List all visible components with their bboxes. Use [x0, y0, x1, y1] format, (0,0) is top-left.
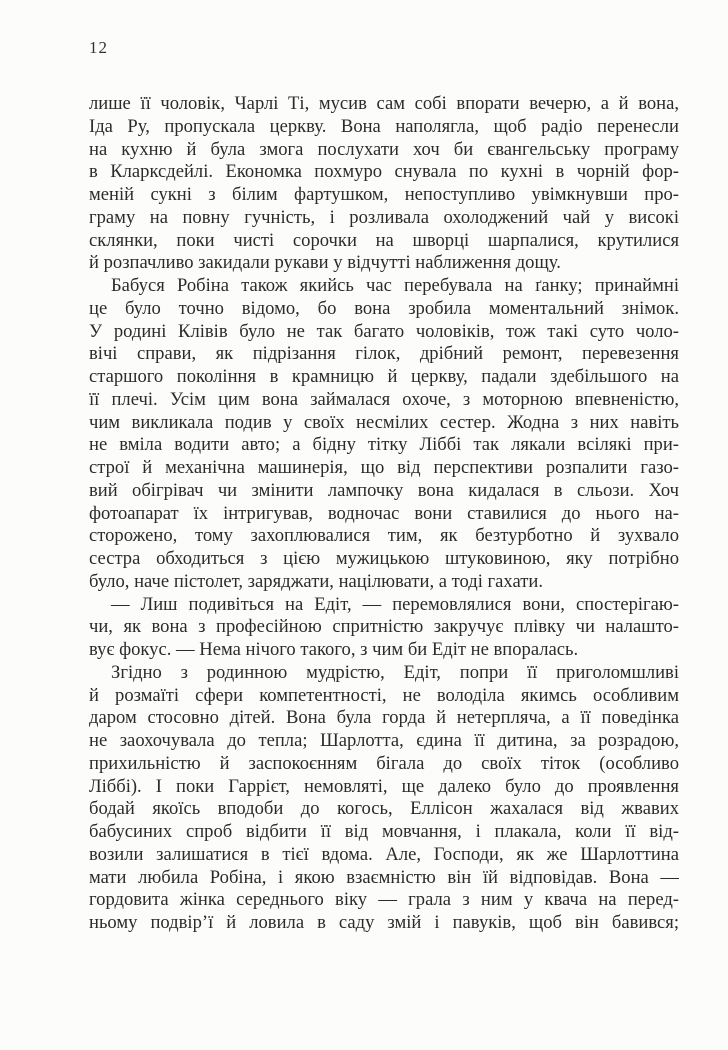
text-line: возили залишатися в тієї вдома. Але, Господи, як же Шарлоттина: [89, 843, 679, 865]
text-line: Згідно з родинною мудрістю, Едіт, попри її приголомшливі: [111, 661, 679, 683]
text-line: — Лиш подивіться на Едіт, — перемовлялися вони, спостерігаю-: [111, 593, 679, 615]
text-line: лише її чоловік, Чарлі Ті, мусив сам собі впорати вечерю, а й вона,: [89, 93, 679, 114]
text-line: не заохочувала до тепла; Шарлотта, єдина її дитина, за розрадою,: [89, 730, 679, 751]
text-line: даром стосовно дітей. Вона була горда й нетерпляча, а її поведінка: [89, 707, 679, 729]
paragraph: [89, 662, 679, 935]
page-number: 12: [89, 38, 108, 57]
text-line: на кухню й була змога послухати хоч би євангельську програму: [89, 138, 679, 160]
text-line: мати любила Робіна, і якою взаємністю він їй відповідав. Вона —: [89, 866, 679, 888]
text-line: сестра обходиться з цією мужицькою штуковиною, яку потрібно: [89, 548, 679, 569]
text-line: вує фокус. — Нема нічого такого, з чим би Едіт не впоралась.: [89, 639, 579, 660]
text-line: бодай якоїсь вподоби до когось, Еллісон жахалася від жвавих: [89, 798, 679, 820]
text-line: граму на повну гучність, і розливала охолоджений чай у високі: [89, 206, 679, 228]
text-line: старшого покоління в крамницю й церкву, падали здебільшого на: [89, 366, 679, 387]
text-line: чи, як вона з професійною спритністю закручує плівку чи налашто-: [89, 616, 679, 638]
text-line: не вміла водити авто; а бідну тітку Ліббі так лякали всілякі при-: [89, 434, 679, 456]
text-line: бабусиних спроб відбити її від мовчання, і плакала, коли її від-: [89, 821, 679, 842]
text-line: склянки, поки чисті сорочки на шворці шарпалися, крутилися: [89, 229, 679, 251]
text-line: це було точно відомо, бо вона зробила моментальний знімок.: [89, 297, 679, 319]
text-line: Ліббі). І поки Гаррієт, немовляті, ще далеко було до проявлення: [89, 775, 679, 797]
text-line: ньому подвір’ї й ловила в саду змій і павуків, щоб він бавився;: [89, 912, 679, 933]
text-line: було, наче пістолет, заряджати, націлювати, а тоді гахати.: [89, 570, 543, 592]
text-line: Іда Ру, пропускала церкву. Вона наполягла, щоб радіо перенесли: [89, 115, 679, 137]
text-line: сторожено, тому захоплювалися тим, як безтурботно й зухвало: [89, 525, 679, 547]
body-text: [89, 93, 679, 935]
text-line: в Кларксдейлі. Економка похмуро снувала по кухні в чорній фор-: [89, 161, 679, 183]
text-line: її плечі. Усім цим вона займалася охоче, з моторною впевненістю,: [89, 388, 679, 410]
text-line: чим викликала подив у своїх несмілих сестер. Жодна з них навіть: [89, 411, 679, 433]
text-line: гордовита жінка середнього віку — грала з ним у квача на перед-: [89, 889, 679, 911]
text-line: прихильністю й заспокоєнням бігала до своїх тіток (особливо: [89, 752, 679, 774]
paragraph: [89, 93, 679, 275]
text-line: меній сукні з білим фартушком, непоступливо увімкнувши про-: [89, 184, 679, 205]
text-line: й розмаїті сфери компетентності, не володіла якимсь особливим: [89, 684, 679, 706]
paragraph: [89, 594, 679, 662]
paragraph: [89, 275, 679, 594]
text-line: Бабуся Робіна також якийсь час перебувала на ґанку; принаймні: [111, 275, 679, 296]
text-line: У родині Клівів було не так багато чоловіків, тож такі суто чоло-: [89, 320, 679, 342]
text-line: вічі справи, як підрізання гілок, дрібний ремонт, перевезення: [89, 343, 679, 365]
text-line: вий обігрівач чи змінити лампочку вона кидалася в сльози. Хоч: [89, 479, 679, 501]
text-line: й розпачливо закидали рукави у відчутті наближення дощу.: [89, 252, 561, 274]
text-line: строї й механічна машинерія, що від перспективи розпалити газо-: [89, 457, 679, 478]
text-line: фотоапарат їх інтригував, водночас вони ставилися до нього на-: [89, 502, 679, 524]
